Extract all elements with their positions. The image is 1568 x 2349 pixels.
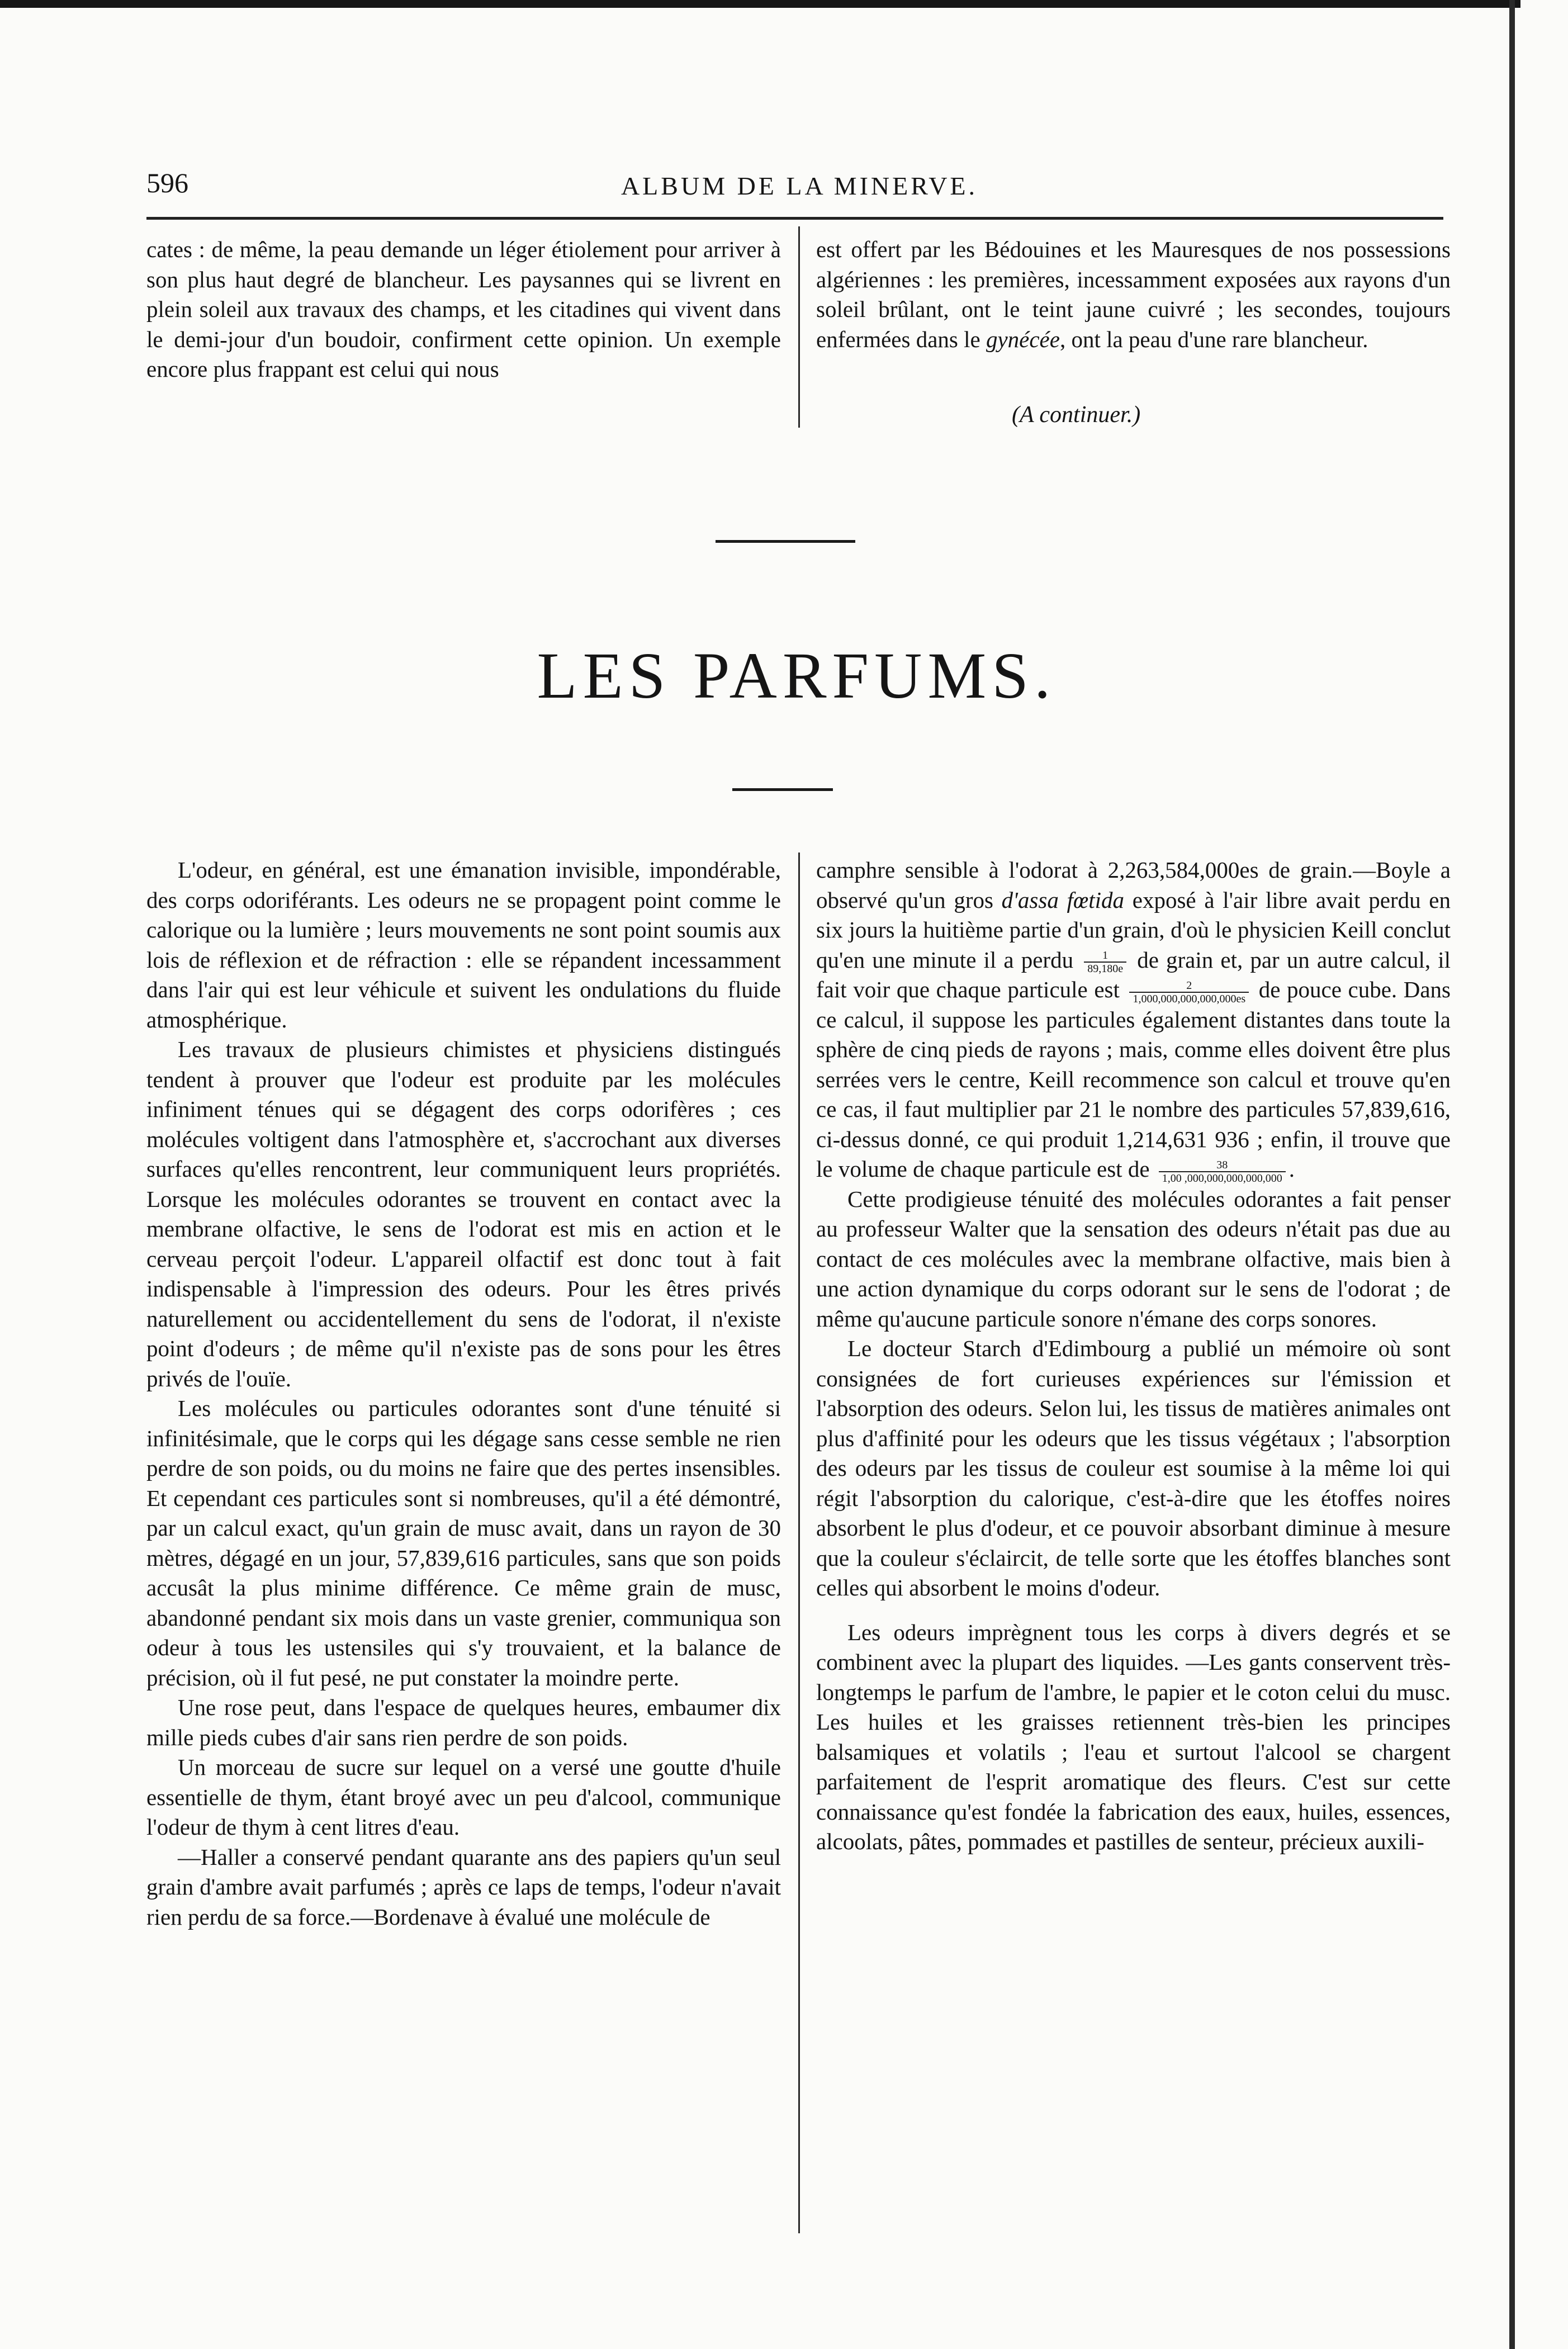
running-title: ALBUM DE LA MINERVE.	[620, 172, 978, 200]
section-separator-rule	[716, 540, 855, 543]
fraction-3	[1159, 1159, 1286, 1185]
continuation-left-column	[146, 235, 781, 385]
right-paragraph-1-part-b: exposé à l'air libre avait perdu en six jours la huitième partie d'un grain, d'où le physicien Keill conclut qu'en une minute il a perdu	[816, 887, 1451, 973]
continuation-left-text: cates : de même, la peau demande un léger étiolement pour arriver à son plus haut degré de blancheur. Les paysannes qui se livrent en plein soleil aux travaux des champs, et les citadines qui vivent dans le demi-jour d'un boudoir, confirment cette opinion. Un exemple encore plus frappant est celui qui nous	[146, 236, 781, 382]
fraction-1	[1084, 949, 1126, 975]
right-paragraph-1-part-c: de grain et, par un autre calcul, il fait voir que chaque particule est	[816, 946, 1451, 1003]
fraction-1-numerator: 1	[1084, 949, 1126, 963]
left-paragraph-5: Un morceau de sucre sur lequel on a versé une goutte d'huile essentielle de thym, étant broyé avec un peu d'alcool, communique l'odeur de thym à cent litres d'eau.	[146, 1754, 781, 1840]
right-paragraph-1	[816, 855, 1451, 1185]
scan-right-border	[1509, 0, 1515, 2349]
continuation-right-text-2: , ont la peau d'une rare blancheur.	[1059, 326, 1368, 352]
title-underline-rule	[732, 788, 833, 791]
continuation-right-text	[816, 235, 1451, 354]
column-divider-top	[798, 226, 800, 428]
fraction-2-denominator: 1,000,000,000,000,000es	[1133, 992, 1246, 1005]
article-left-column	[146, 855, 781, 1932]
article-right-column	[816, 855, 1451, 1857]
right-paragraph-2: Cette prodigieuse ténuité des molécules odorantes a fait penser au professeur Walter que la sensation des odeurs n'était pas due au contact de ces molécules avec la membrane olfactive, mais bien à une action dynamique du corps odorant sur le sens de l'odorat ; de même qu'aucune particule sonore n'émane des corps sonores.	[816, 1186, 1451, 1332]
left-paragraph-3: Les molécules ou particules odorantes sont d'une ténuité si infinitésimale, que le corps qui les dégage sans cesse semble ne rien perdre de son poids, ou du moins ne faire que des pertes insensibles. Et cependant ces particules sont si nombreuses, qu'il a été démontré, par un calcul exact, qu'un grain de musc avait, dans un rayon de 30 mètres, dégagé en un jour, 57,839,616 particules, sans que son poids accusât la plus minime différence. Ce même grain de musc, abandonné pendant six mois dans un vaste grenier, communiqua son odeur à tous les ustensiles qui s'y trouvaient, et la balance de précision, où il fut pesé, ne put constater la moindre perte.	[146, 1395, 781, 1690]
right-paragraph-1-part-e: .	[1288, 1156, 1295, 1182]
right-paragraph-3: Le docteur Starch d'Edimbourg a publié un mémoire où sont consignées de fort curieuses expériences sur l'émission et l'absorption des odeurs. Selon lui, les tissus de matières animales ont plus d'affinité pour les odeurs que les tissus végétaux ; l'absorption des odeurs par les tissus de couleur est soumise à la même loi qui régit l'absorption du calorique, c'est-à-dire que les étoffes noires absorbent le plus d'odeur, et ce pouvoir absorbant diminue à mesure que la couleur s'éclaircit, de telle sorte que les étoffes blanches sont celles qui absorbent le moins d'odeur.	[816, 1335, 1451, 1601]
left-paragraph-1: L'odeur, en général, est une émanation invisible, impondérable, des corps odoriférants. Les odeurs ne se propagent point comme le calorique ou la lumière ; leurs mouvements ne sont point soumis aux lois de réflexion et de réfraction : elle se répandent incessamment dans l'air qui est leur véhicule et suivent les ondulations du fluide atmosphérique.	[146, 857, 781, 1033]
left-paragraph-6: —Haller a conservé pendant quarante ans des papiers qu'un seul grain d'ambre avait parfumés ; après ce laps de temps, l'odeur n'avait rien perdu de sa force.—Bordenave à évalué une molécule de	[146, 1844, 781, 1930]
continuation-right-column	[816, 235, 1451, 354]
fraction-3-numerator: 38	[1159, 1159, 1286, 1172]
left-paragraph-4: Une rose peut, dans l'espace de quelques heures, embaumer dix mille pieds cubes d'air sans rien perdre de son poids.	[146, 1694, 781, 1750]
column-divider-article	[798, 853, 800, 2233]
article-title: LES PARFUMS.	[537, 639, 1057, 712]
fraction-2-numerator: 2	[1129, 979, 1249, 993]
right-paragraph-4: Les odeurs imprègnent tous les corps à divers degrés et se combinent avec la plupart des liquides. —Les gants conservent très-longtemps le parfum de l'ambre, le papier et le coton celui du musc. Les huiles et les graisses retiennent très-bien les principes balsamiques et volatils ; l'eau et surtout l'alcool se chargent parfaitement de l'esprit aromatique des fleurs. C'est sur cette connaissance qu'est fondée la fabrication des eaux, huiles, essences, alcoolats, pâtes, pommades et pastilles de senteur, précieux auxili-	[816, 1619, 1451, 1855]
continuation-right-text-1: est offert par les Bédouines et les Mauresques de nos possessions algériennes : les premières, incessamment exposées aux rayons d'un soleil brûlant, ont le teint jaune cuivré ; les secondes, toujours enfermées dans le	[816, 236, 1451, 352]
right-paragraph-1-italic: d'assa fœtida	[1001, 887, 1125, 913]
scan-top-border	[0, 0, 1520, 8]
fraction-1-denominator: 89,180e	[1087, 963, 1124, 975]
right-paragraph-1-part-d: de pouce cube. Dans ce calcul, il suppose les particules également distantes dans toute la sphère de cinq pieds de rayons ; mais, comme elles doivent être plus serrées vers le centre, Keill recommence son calcul et trouve qu'en ce cas, il faut multiplier par 21 le nombre des particules 57,839,616, ci-dessus donné, ce qui produit 1,214,631 936 ; enfin, il trouve que le volume de chaque particule est de	[816, 977, 1451, 1182]
fraction-2	[1129, 979, 1249, 1005]
right-paragraph-1-part-a: camphre sensible à l'odorat à 2,263,584,000es de grain.—Boyle a observé qu'un gros	[816, 857, 1451, 913]
page-number: 596	[146, 167, 188, 198]
header-rule	[146, 217, 1443, 220]
left-paragraph-2: Les travaux de plusieurs chimistes et physiciens distingués tendent à prouver que l'odeur est produite par les molécules infiniment ténues qui se dégagent des corps odorifères ; ces molécules voltigent dans l'atmosphère et, s'accrochant aux diverses surfaces qu'elles rencontrent, leur communiquent leurs propriétés. Lorsque les molécules odorantes se trouvent en contact avec la membrane olfactive, le sens de l'odorat est mis en action et le cerveau perçoit l'odeur. L'appareil olfactif est donc tout à fait indispensable à l'impression des odeurs. Pour les êtres privés naturellement ou accidentellement du sens de l'odorat, il n'existe point d'odeurs ; de même qu'il n'existe pas de sons pour les êtres privés de l'ouïe.	[146, 1036, 781, 1391]
to-be-continued-note: (A continuer.)	[1012, 402, 1141, 428]
continuation-italic-word: gynécée	[986, 326, 1060, 352]
fraction-3-denominator: 1,00 ,000,000,000,000,000	[1162, 1172, 1282, 1185]
